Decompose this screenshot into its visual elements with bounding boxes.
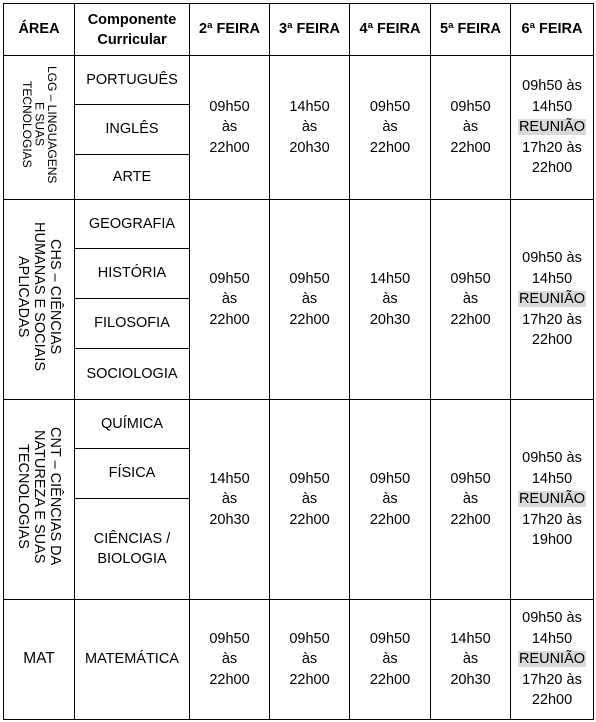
subject-cell: FILOSOFIA xyxy=(75,299,190,349)
header-thursday: 5ª FEIRA xyxy=(431,4,511,56)
schedule-cell-thursday: 09h50 às 22h00 xyxy=(431,200,511,400)
schedule-cell-monday: 14h50 às 20h30 xyxy=(190,400,270,600)
schedule-cell-monday: 09h50 às 22h00 xyxy=(190,600,270,720)
schedule-cell-friday xyxy=(511,200,594,400)
area-cell-lgg xyxy=(4,56,75,200)
reuniao-badge: REUNIÃO xyxy=(518,119,586,136)
schedule-table xyxy=(3,3,594,720)
schedule-cell-tuesday: 14h50 às 20h30 xyxy=(270,56,350,200)
schedule-cell-tuesday: 09h50 às 22h00 xyxy=(270,400,350,600)
subject-cell: ARTE xyxy=(75,155,190,200)
table-row xyxy=(4,600,594,720)
friday-time-before: 09h50 às 14h50 xyxy=(522,78,582,115)
header-row xyxy=(4,4,594,56)
schedule-cell-wednesday: 09h50 às 22h00 xyxy=(350,400,431,600)
area-label: CNT – CIÊNCIAS DA NATUREZA E SUAS TECNOLOGIAS xyxy=(15,427,63,566)
subject-cell: INGLÊS xyxy=(75,105,190,155)
table-row xyxy=(4,400,594,449)
area-cell-mat: MAT xyxy=(4,600,75,720)
table-row xyxy=(4,200,594,249)
header-wednesday: 4ª FEIRA xyxy=(350,4,431,56)
schedule-cell-tuesday: 09h50 às 22h00 xyxy=(270,600,350,720)
schedule-cell-wednesday: 14h50 às 20h30 xyxy=(350,200,431,400)
schedule-cell-friday xyxy=(511,400,594,600)
area-label: CHS – CIÊNCIAS HUMANAS E SOCIAIS APLICADAS xyxy=(15,221,63,371)
area-label: LGG – LINGUAGENS E SUAS TECNOLOGIAS xyxy=(19,65,59,183)
friday-time-before: 09h50 às 14h50 xyxy=(522,610,582,647)
header-componente: Componente Curricular xyxy=(75,4,190,56)
reuniao-badge: REUNIÃO xyxy=(518,491,586,508)
friday-time-before: 09h50 às 14h50 xyxy=(522,250,582,287)
schedule-cell-friday xyxy=(511,600,594,720)
subject-cell: QUÍMICA xyxy=(75,400,190,449)
friday-time-after: 17h20 às 22h00 xyxy=(522,311,582,349)
friday-time-before: 09h50 às 14h50 xyxy=(522,450,582,487)
header-tuesday: 3ª FEIRA xyxy=(270,4,350,56)
subject-cell: MATEMÁTICA xyxy=(75,600,190,720)
schedule-cell-wednesday: 09h50 às 22h00 xyxy=(350,56,431,200)
subject-cell: SOCIOLOGIA xyxy=(75,349,190,400)
area-cell-cnt xyxy=(4,400,75,600)
header-area: ÁREA xyxy=(4,4,75,56)
area-cell-chs xyxy=(4,200,75,400)
schedule-cell-thursday: 09h50 às 22h00 xyxy=(431,400,511,600)
schedule-cell-thursday: 14h50 às 20h30 xyxy=(431,600,511,720)
subject-cell: CIÊNCIAS / BIOLOGIA xyxy=(75,499,190,600)
schedule-cell-wednesday: 09h50 às 22h00 xyxy=(350,600,431,720)
reuniao-badge: REUNIÃO xyxy=(518,291,586,308)
header-friday: 6ª FEIRA xyxy=(511,4,594,56)
schedule-cell-thursday: 09h50 às 22h00 xyxy=(431,56,511,200)
schedule-cell-monday: 09h50 às 22h00 xyxy=(190,56,270,200)
friday-time-after: 17h20 às 22h00 xyxy=(522,671,582,709)
schedule-cell-friday xyxy=(511,56,594,200)
schedule-cell-tuesday: 09h50 às 22h00 xyxy=(270,200,350,400)
subject-cell: HISTÓRIA xyxy=(75,249,190,299)
friday-time-after: 17h20 às 22h00 xyxy=(522,139,582,177)
subject-cell: GEOGRAFIA xyxy=(75,200,190,249)
table-row xyxy=(4,56,594,105)
header-monday: 2ª FEIRA xyxy=(190,4,270,56)
subject-cell: PORTUGUÊS xyxy=(75,56,190,105)
schedule-cell-monday: 09h50 às 22h00 xyxy=(190,200,270,400)
friday-time-after: 17h20 às 19h00 xyxy=(522,511,582,549)
reuniao-badge: REUNIÃO xyxy=(518,651,586,668)
subject-cell: FÍSICA xyxy=(75,449,190,499)
